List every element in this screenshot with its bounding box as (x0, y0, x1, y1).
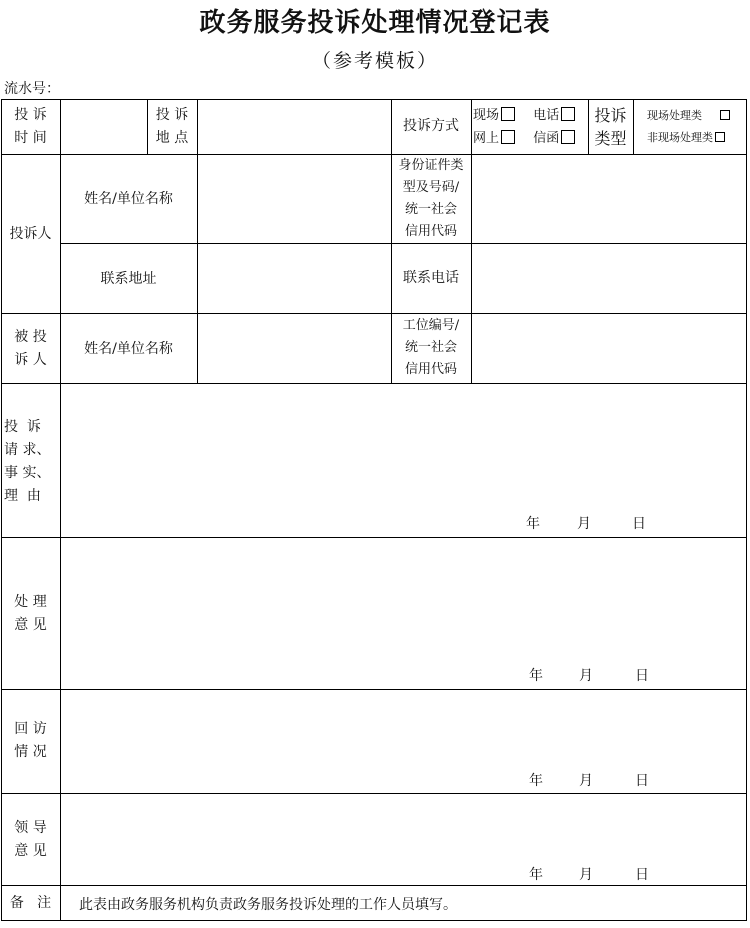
id-code-label: 身份证件类 型及号码/ 统一社会 信用代码 (398, 158, 464, 239)
type-offsite-checkbox[interactable] (715, 132, 725, 142)
respondent-name-label: 姓名/单位名称 (84, 341, 173, 357)
type-onsite-label: 现场处理类 (647, 109, 702, 122)
method-phone-checkbox[interactable] (561, 107, 575, 121)
method-letter-label: 信函 (533, 131, 560, 146)
leader-label: 领 导 意 见 (14, 820, 47, 859)
form-title: 政务服务投诉处理情况登记表 (199, 8, 551, 38)
type-offsite-label: 非现场处理类 (647, 131, 713, 144)
respondent-label: 被 投 诉 人 (14, 329, 47, 368)
work-id-label: 工位编号/ 统一社会 信用代码 (402, 318, 460, 377)
remark-text: 此表由政务服务机构负责政务服务投诉处理的工作人员填写。 (79, 897, 457, 913)
method-online-checkbox[interactable] (501, 130, 515, 144)
complaint-type-options (647, 105, 747, 149)
complaint-method-label: 投诉方式 (403, 118, 459, 134)
serial-number-label: 流水号： (4, 81, 60, 97)
complaint-form-table: 投 诉 时 间 投 诉 地 点 投诉方式 现场 电话 网上 信函 投诉 类型 现场处理类 非现场处理类 投诉人 姓名/单位名称 身份证件类 型及号码/ 统一社会 信用代码 联系地址 联系电话 被 投 诉 人 姓名/单位名称 工位编号/ 统一社会 信用代码 投 诉 请 求、 事 实、 理 由 年 月 日 处 理 意 见 年 月 日 回 访 情 况 年 月 日 领 导 意 见 年 月 日 备 注 此表由政务服务机构负责政务服务投诉处理的工作人员填写。 (1, 99, 747, 921)
complaint-time-label: 投 诉 时 间 (14, 107, 47, 146)
complainant-label: 投诉人 (9, 226, 52, 242)
form-subtitle: （参考模板） (311, 50, 438, 72)
request-label: 投 诉 请 求、 事 实、 理 由 (4, 419, 51, 504)
complaint-type-label: 投诉 类型 (594, 106, 627, 148)
handling-label: 处 理 意 见 (14, 594, 47, 633)
followup-label: 回 访 情 况 (14, 721, 47, 760)
type-onsite-checkbox[interactable] (720, 110, 730, 120)
remark-label: 备 注 (9, 895, 52, 911)
method-onsite-label: 现场 (473, 108, 500, 123)
complainant-name-label: 姓名/单位名称 (84, 191, 173, 207)
method-phone-label: 电话 (533, 108, 560, 123)
method-onsite-checkbox[interactable] (501, 107, 515, 121)
complaint-method-options (473, 104, 588, 150)
complaint-place-label: 投 诉 地 点 (155, 107, 189, 146)
address-label: 联系地址 (100, 271, 157, 287)
phone-label: 联系电话 (403, 270, 459, 286)
method-online-label: 网上 (473, 131, 500, 146)
method-letter-checkbox[interactable] (561, 130, 575, 144)
